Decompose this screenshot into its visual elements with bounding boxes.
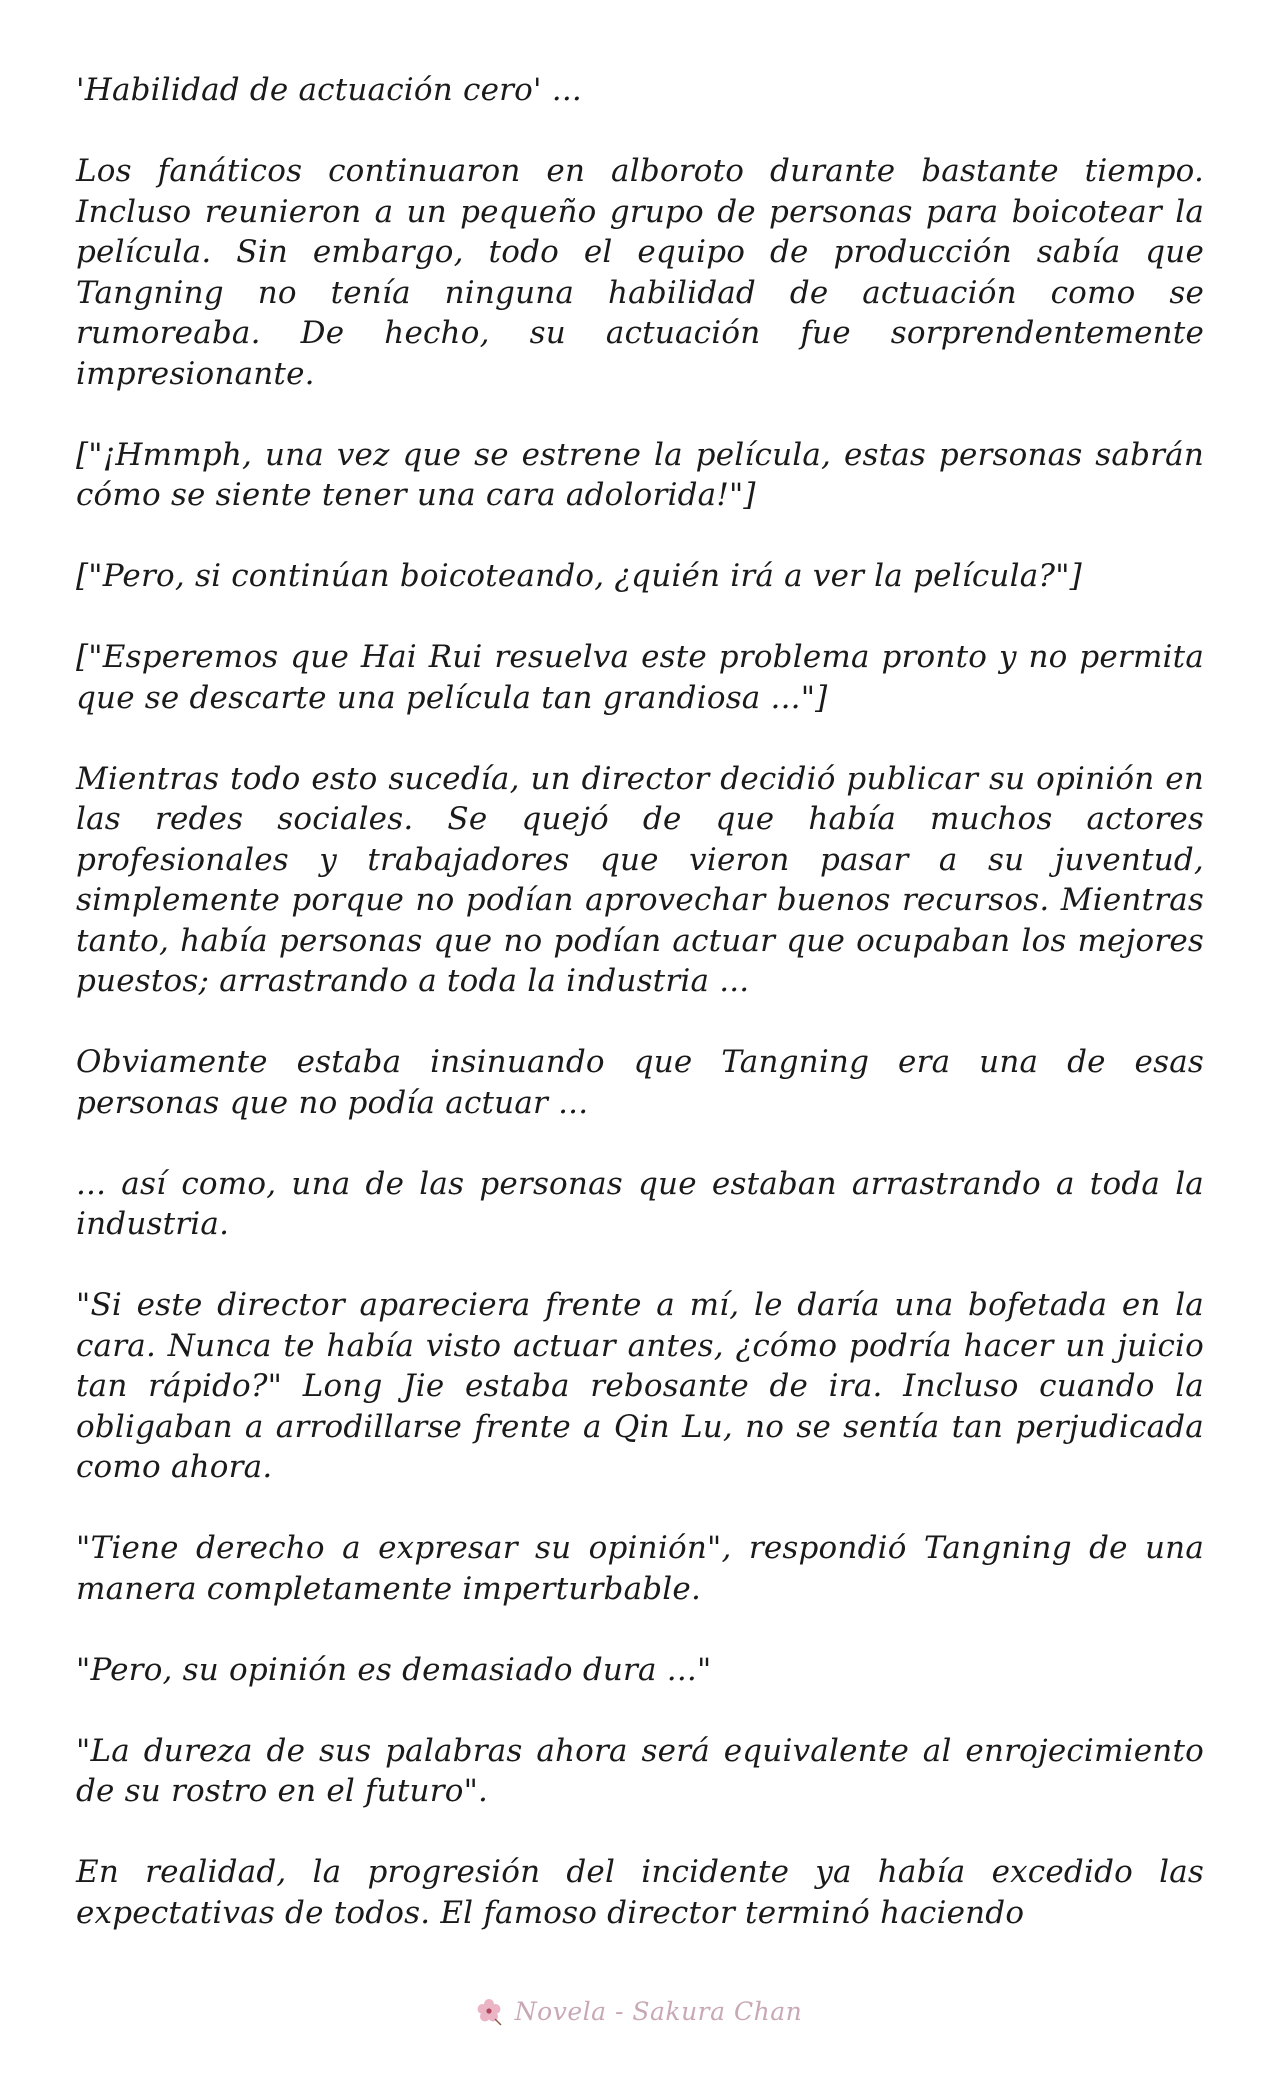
paragraph: Mientras todo esto sucedía, un director decidió publicar su opinión en las redes sociales. Se quejó de que había muchos actores profesionales y trabajadores que vieron pasar a su juventud, simplemente porque no podían aprovechar buenos recursos. Mientras tanto, había personas que no podían actuar que ocupaban los mejores puestos; arrastrando a toda la industria ... <box>76 760 1204 999</box>
paragraph: ["Pero, si continúan boicoteando, ¿quién irá a ver la película?"] <box>76 558 1082 594</box>
paragraph: "La dureza de sus palabras ahora será equivalente al enrojecimiento de su rostro en el futuro". <box>76 1732 1204 1809</box>
paragraph: ... así como, una de las personas que estaban arrastrando a toda la industria. <box>76 1165 1204 1242</box>
paragraph: "Pero, su opinión es demasiado dura ..." <box>76 1651 712 1688</box>
paragraph: En realidad, la progresión del incidente ya había excedido las expectativas de todos. El famoso director terminó haciendo <box>76 1854 1204 1931</box>
paragraph: ["¡Hmmph, una vez que se estrene la película, estas personas sabrán cómo se siente tener una cara adolorida!"] <box>76 436 1204 513</box>
sakura-flower-icon <box>473 1995 505 2027</box>
paragraph: 'Habilidad de actuación cero' ... <box>76 72 582 108</box>
watermark <box>0 1995 1275 2027</box>
paragraph: Obviamente estaba insinuando que Tangning era una de esas personas que no podía actuar ... <box>76 1044 1204 1121</box>
paragraph: "Tiene derecho a expresar su opinión", respondió Tangning de una manera completamente imperturbable. <box>76 1530 1204 1607</box>
paragraph: "Si este director apareciera frente a mí, le daría una bofetada en la cara. Nunca te había visto actuar antes, ¿cómo podría hacer un juicio tan rápido?" Long Jie estaba rebosante de ira. Incluso cuando la obligaban a arrodillarse frente a Qin Lu, no se sentía tan perjudicada como ahora. <box>76 1287 1204 1485</box>
watermark-text: Novela - Sakura Chan <box>514 1996 803 2026</box>
paragraph: ["Esperemos que Hai Rui resuelva este problema pronto y no permita que se descarte una película tan grandiosa ..."] <box>76 639 1204 716</box>
document-page <box>76 70 1204 1974</box>
paragraph: Los fanáticos continuaron en alboroto durante bastante tiempo. Incluso reunieron a un pequeño grupo de personas para boicotear la película. Sin embargo, todo el equipo de producción sabía que Tangning no tenía ninguna habilidad de actuación como se rumoreaba. De hecho, su actuación fue sorprendentemente impresionante. <box>76 153 1204 392</box>
